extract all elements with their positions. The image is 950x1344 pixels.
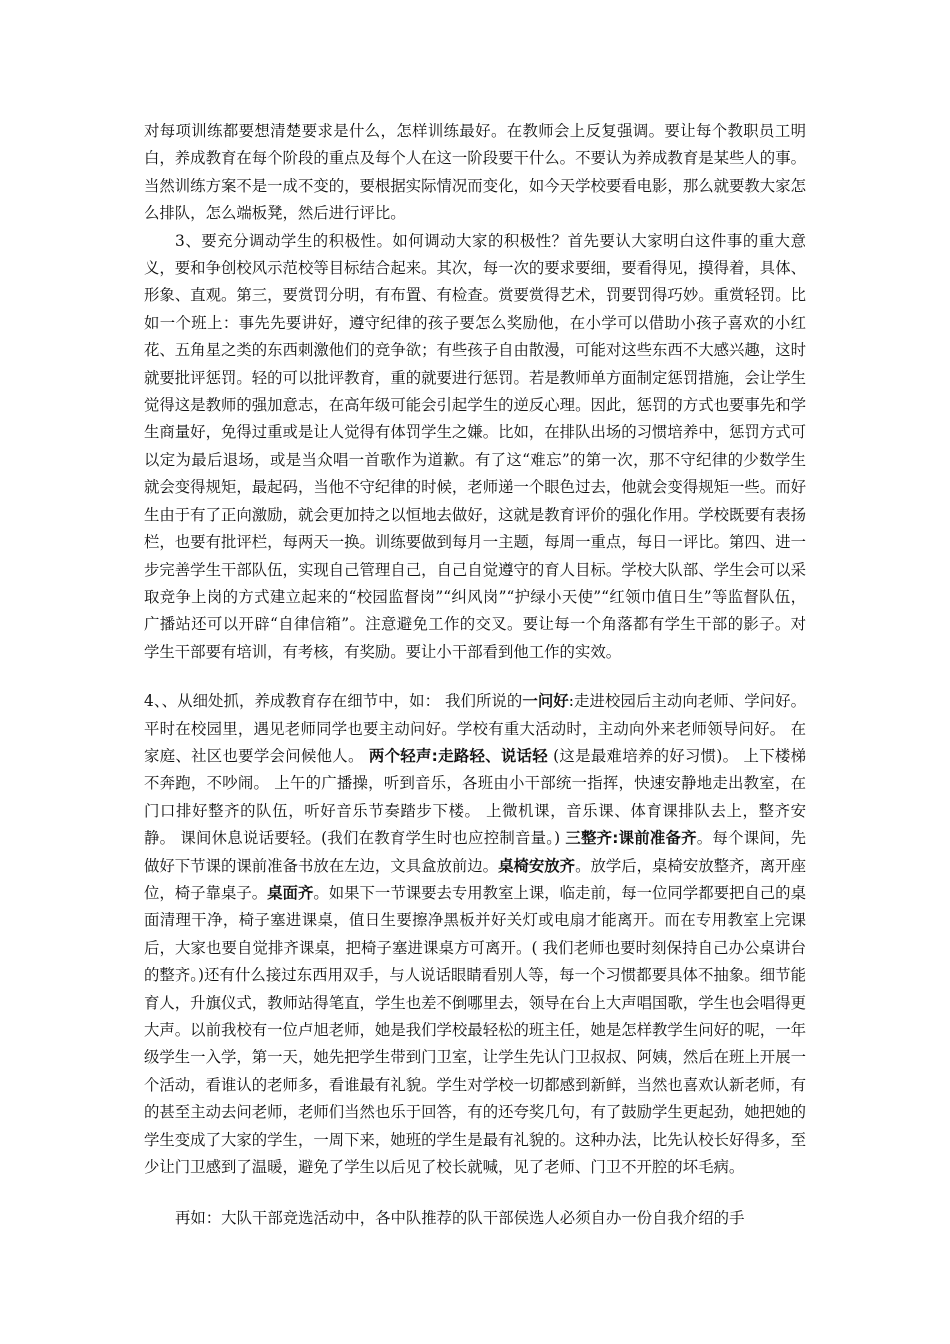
details-text-6: 。如果下一节课要去专用教室上课，临走前，每一位同学都要把自己的桌面清理干净，椅子塞进课桌，值日生要擦净黑板并好关灯或电扇才能离开。而在专用教室上完课后，大家也要自觉排齐课桌，把椅子塞进课桌方可离开。( 我们老师也要时刻保持自己办公桌讲台的整齐。)还有什么接过东西用双手，与人说话眼睛看别人等，每一个习惯都要具体不抽象。细节能育人，升旗仪式，教师站得笔直，学生也差不倒哪里去，领导在台上大声唱国歌，学生也会唱得更大声。以前我校有一位卢旭老师，她是我们学校最轻松的班主任，她是怎样教学生问好的呢，一年级学生一入学，第一天，她先把学生带到门卫室，让学生先认门卫叔叔、阿姨，然后在班上开展一个活动，看谁认的老师多，看谁最有礼貌。学生对学校一切都感到新鲜，当然也喜欢认新老师，有的甚至主动去问老师，老师们当然也乐于回答，有的还夸奖几句，有了鼓励学生更起劲，她把她的学生变成了大家的学生，一周下来，她班的学生是最有礼貌的。这种办法，比先认校长好得多，至少让门卫感到了温暖，避免了学生以后见了校长就喊，见了老师、门卫不开腔的坏毛病。 <box>144 883 806 1177</box>
details-text-2: :走进校园后主动向老师、学问好。平时在校园里，遇见老师同学也要主动问好。学校有重大活动时，主动向外来老师领导问好。 在家庭、社区也要学会问候他人。 <box>144 692 806 765</box>
paragraph-training-plan: 对每项训练都要想清楚要求是什么，怎样训练最好。在教师会上反复强调。要让每个教职员工明白，养成教育在每个阶段的重点及每个人在这一阶段要干什么。不要认为养成教育是某些人的事。当然训练方案不是一成不变的，要根据实际情况而变化，如今天学校要看电影，那么就要教大家怎么排队，怎么端板凳，然后进行评比。 <box>144 122 806 223</box>
highlight-desks-neat: 桌椅安放齐 <box>498 856 576 875</box>
highlight-greeting: 一问好 <box>522 692 569 711</box>
document-page <box>144 118 806 1233</box>
highlight-two-quiet: 两个轻声:走路轻、说话轻 <box>368 746 548 765</box>
details-text-4: 。每个课间，先做好下节课的课前准备书放在左边，文具盒放前边。 <box>144 829 806 875</box>
paragraph-details <box>144 688 806 1181</box>
details-text-5: 。放学后，桌椅安放整齐，离开座位，椅子靠桌子。 <box>144 856 806 902</box>
paragraph-motivation: 3、要充分调动学生的积极性。如何调动大家的积极性？首先要认大家明白这件事的重大意义，要和争创校风示范校等目标结合起来。其次，每一次的要求要细，要看得见，摸得着，具体、形象、直观。第三，要赏罚分明，有布置、有检查。赏要赏得艺术，罚要罚得巧妙。重赏轻罚。比如一个班上：事先先要讲好，遵守纪律的孩子要怎么奖励他，在小学可以借助小孩子喜欢的小红花、五角星之类的东西刺激他们的竞争欲；有些孩子自由散漫，可能对这些东西不大感兴趣，这时就要批评惩罚。轻的可以批评教育，重的就要进行惩罚。若是教师单方面制定惩罚措施，会让学生觉得这是教师的强加意志，在高年级可能会引起学生的逆反心理。因此，惩罚的方式也要事先和学生商量好，免得过重或是让人觉得有体罚学生之嫌。比如，在排队出场的习惯培养中，惩罚方式可以定为最后退场，或是当众唱一首歌作为道歉。有了这“难忘”的第一次，那不守纪律的少数学生就会变得规矩，最起码，当他不守纪律的时候，老师递一个眼色过去，他就会变得规矩一些。而好生由于有了正向激励，就会更加持之以恒地去做好，这就是教育评价的强化作用。学校既要有表扬栏，也要有批评栏，每两天一换。训练要做到每月一主题，每周一重点，每日一评比。第四、进一步完善学生干部队伍，实现自己管理自己，自己自觉遵守的育人目标。学校大队部、学生会可以采取竞争上岗的方式建立起来的“校园监督岗”“纠风岗”“护绿小天使”“红领巾值日生”等监督队伍，广播站还可以开辟“自律信箱”。注意避免工作的交叉。要让每一个角落都有学生干部的影子。对学生干部要有培训，有考核，有奖励。要让小干部看到他工作的实效。 <box>144 231 806 661</box>
highlight-tabletop-neat: 桌面齐 <box>267 883 314 902</box>
paragraph-election: 再如：大队干部竞选活动中，各中队推荐的队干部侯选人必须自办一份自我介绍的手 <box>175 1209 745 1228</box>
details-text-3: (这是最难培养的好习惯)。 上下楼梯不奔跑，不吵闹。 上午的广播操，听到音乐，各班由小干部统一指挥，快速安静地走出教室，在门口排好整齐的队伍，听好音乐节奏踏步下楼。 上微机课，音乐课、体育课排队去上，整齐安静。 课间休息说话要轻。(我们在教育学生时也应控制音量。) <box>144 746 806 848</box>
details-text-1: 4、、从细处抓，养成教育存在细节中，如： 我们所说的 <box>144 692 523 711</box>
highlight-three-neat: 三整齐:课前准备齐 <box>565 829 697 848</box>
